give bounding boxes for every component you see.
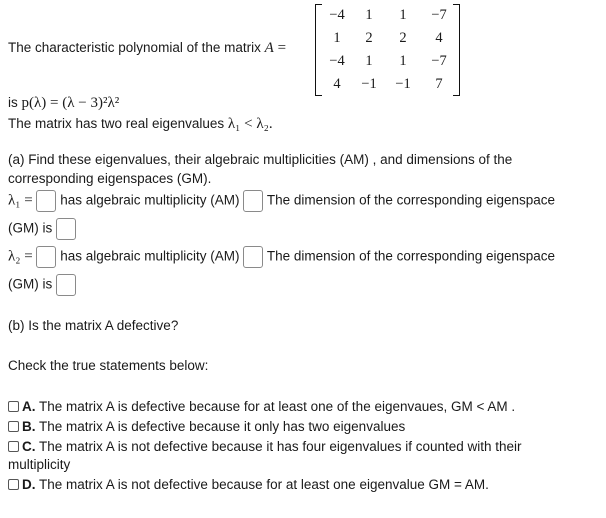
intro-text: The characteristic polynomial of the matrix [8,40,261,55]
option-d-letter: D. [22,477,36,492]
option-a-checkbox[interactable] [8,401,19,412]
matrix-right-bracket [453,4,460,96]
matrix-cell: 2 [399,30,407,46]
eigen-order: λ₁ < λ₂. [227,116,273,132]
am-label-1: has algebraic multiplicity (AM) [60,192,240,208]
dim-label-2: The dimension of the corresponding eigenspace [266,248,556,264]
part-a-text: (a) Find these eigenvalues, their algebraic multiplicities (AM) , and dimensions of the [8,152,513,167]
check-true-text: Check the true statements below: [8,358,209,373]
equals-sign: = [277,40,287,56]
option-a-letter: A. [22,399,36,414]
matrix-left-bracket [315,4,322,96]
matrix-cell: 1 [333,30,341,46]
lambda2-row [8,246,555,268]
gm-label-1: (GM) is [8,220,53,236]
matrix-cell: −1 [361,76,377,92]
option-b-checkbox[interactable] [8,421,19,432]
option-b-letter: B. [22,419,36,434]
lambda1-input[interactable] [36,190,56,212]
dim-label-1: The dimension of the corresponding eigenspace [266,192,556,208]
matrix-cell: −7 [431,53,447,69]
lambda2-label: λ₂ = [8,248,33,265]
option-a[interactable] [8,398,515,415]
matrix-cell: 4 [435,30,443,46]
matrix-cell: 1 [365,53,373,69]
am1-input[interactable] [243,190,263,212]
polynomial-line [8,95,119,112]
option-b[interactable] [8,418,405,435]
polynomial: p(λ) = (λ − 3)²λ² [21,95,120,111]
matrix-a [315,4,460,94]
poly-prefix: is [8,95,18,110]
part-b-text: (b) Is the matrix A defective? [8,318,179,333]
gm1-input[interactable] [56,218,76,240]
gm1-row [8,218,76,240]
matrix-cell: 1 [399,53,407,69]
option-d-text: The matrix A is not defective because for at least one eigenvalue GM = AM. [39,477,489,492]
matrix-cell: 1 [399,7,407,23]
option-c-letter: C. [22,439,36,454]
option-a-text: The matrix A is defective because for at least one of the eigenvaues, GM < AM . [39,399,516,414]
option-c[interactable] [8,438,522,455]
option-c-text-2: multiplicity [8,457,71,472]
lambda1-row [8,190,555,212]
matrix-cell: −4 [329,53,345,69]
matrix-cell: −7 [431,7,447,23]
matrix-cell: 2 [365,30,373,46]
option-c-checkbox[interactable] [8,441,19,452]
gm2-row [8,274,76,296]
lambda1-label: λ₁ = [8,192,33,209]
option-d-checkbox[interactable] [8,479,19,490]
eigen-intro-text: The matrix has two real eigenvalues [8,116,225,131]
am2-input[interactable] [243,246,263,268]
intro-line [8,40,286,57]
eigen-intro-line [8,116,273,133]
matrix-cell: 7 [435,76,443,92]
lambda2-input[interactable] [36,246,56,268]
option-c-text: The matrix A is not defective because it has four eigenvalues if counted with their [39,439,522,454]
matrix-cell: 1 [365,7,373,23]
part-a-text-2: corresponding eigenspaces (GM). [8,171,212,186]
option-d[interactable] [8,476,489,493]
gm2-input[interactable] [56,274,76,296]
gm-label-2: (GM) is [8,276,53,292]
matrix-symbol: A [264,40,274,56]
matrix-cell: 4 [333,76,341,92]
matrix-cell: −1 [395,76,411,92]
matrix-cell: −4 [329,7,345,23]
option-c-continued [8,456,70,473]
option-b-text: The matrix A is defective because it only has two eigenvalues [39,419,406,434]
am-label-2: has algebraic multiplicity (AM) [60,248,240,264]
